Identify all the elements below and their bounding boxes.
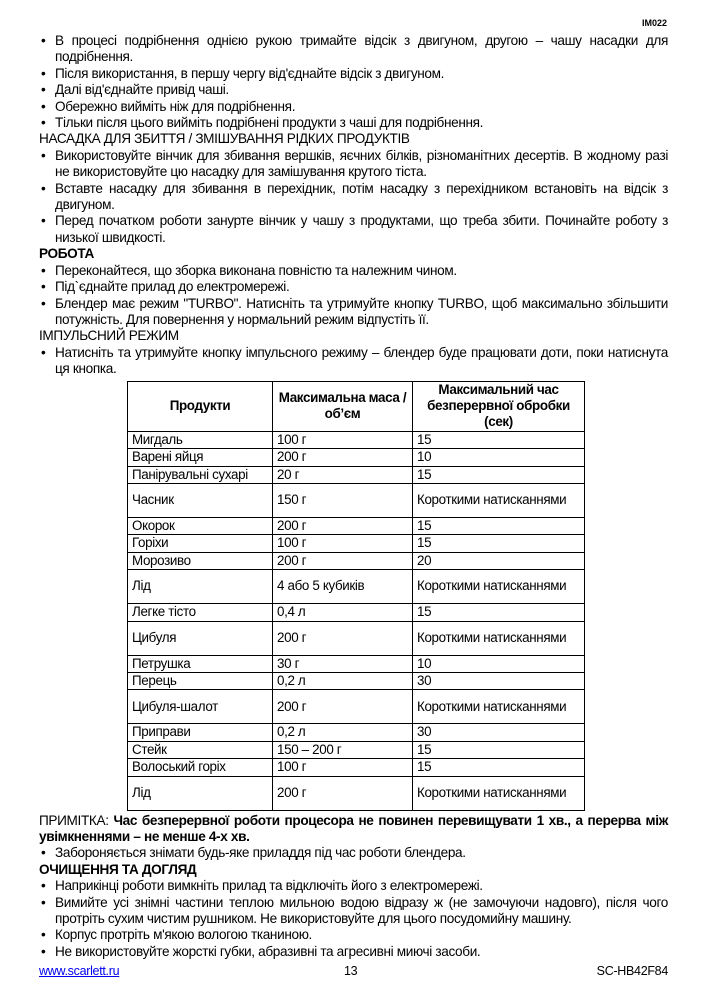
- mass-cell: 0,4 л: [273, 604, 413, 621]
- bullet-list: [39, 148, 668, 246]
- website-link[interactable]: www.scarlett.ru: [39, 964, 120, 978]
- note: [39, 813, 668, 846]
- mass-cell: 100 г: [273, 535, 413, 552]
- time-cell: Короткими натисканнями: [413, 570, 585, 604]
- time-cell: Короткими натисканнями: [413, 776, 585, 810]
- time-cell: 15: [413, 517, 585, 534]
- list-item: • Перед початком роботи занурте вінчик у чашу з продуктами, що треба збити. Починайте роботу з низької швидкості.: [39, 213, 668, 246]
- product-cell: Панірувальні сухарі: [128, 466, 273, 483]
- time-cell: 15: [413, 759, 585, 776]
- time-cell: 20: [413, 552, 585, 569]
- table-row: [128, 517, 585, 534]
- time-cell: Короткими натисканнями: [413, 621, 585, 655]
- list-item: • Після використання, в першу чергу від'єднайте відсік з двигуном.: [39, 66, 668, 82]
- bullet-list: [39, 345, 668, 378]
- product-cell: Петрушка: [128, 655, 273, 672]
- list-item: • Не використовуйте жорсткі губки, абразивні та агресивні миючі засоби.: [39, 944, 668, 960]
- section-heading-whisk: НАСАДКА ДЛЯ ЗБИТТЯ / ЗМІШУВАННЯ РІДКИХ ПРОДУКТІВ: [39, 131, 410, 147]
- mass-cell: 0,2 л: [273, 724, 413, 741]
- header-products: Продукти: [128, 381, 273, 431]
- table-row: [128, 466, 585, 483]
- table-row: [128, 690, 585, 724]
- table-row: [128, 431, 585, 448]
- product-cell: Цибуля-шалот: [128, 690, 273, 724]
- list-item: • Вставте насадку для збивання в перехідник, потім насадку з перехідником встановіть на відсік з двигуном.: [39, 181, 668, 214]
- table-row: [128, 552, 585, 569]
- time-cell: 15: [413, 604, 585, 621]
- document-code: IM022: [641, 18, 667, 28]
- product-cell: Лід: [128, 776, 273, 810]
- mass-cell: 20 г: [273, 466, 413, 483]
- time-cell: 30: [413, 724, 585, 741]
- page-number: 13: [344, 964, 358, 978]
- product-cell: Легке тісто: [128, 604, 273, 621]
- bullet-list: [39, 878, 668, 960]
- table-row: [128, 655, 585, 672]
- list-item: • Вимийте усі знімні частини теплою мильною водою відразу ж (не замочуючи надовго), після чого протріть сухим чистим рушником. Не використовуйте для цього посудомийну машину.: [39, 895, 668, 928]
- product-cell: Окорок: [128, 517, 273, 534]
- mass-cell: 100 г: [273, 431, 413, 448]
- mass-cell: 4 або 5 кубиків: [273, 570, 413, 604]
- section-heading-cleaning: ОЧИЩЕННЯ ТА ДОГЛЯД: [39, 861, 197, 877]
- bullet-list: [39, 845, 668, 861]
- list-item: • Блендер має режим "TURBO". Натисніть та утримуйте кнопку TURBO, щоб максимально збільшити потужність. Для повернення у нормальний режим відпустіть її.: [39, 296, 668, 329]
- list-item: • Забороняється знімати будь-яке приладдя під час роботи блендера.: [39, 845, 668, 861]
- section-heading-operation: РОБОТА: [39, 246, 94, 262]
- time-cell: 15: [413, 535, 585, 552]
- product-cell: Перець: [128, 673, 273, 690]
- mass-cell: 150 г: [273, 483, 413, 517]
- mass-cell: 0,2 л: [273, 673, 413, 690]
- time-cell: 15: [413, 466, 585, 483]
- mass-cell: 200 г: [273, 517, 413, 534]
- list-item: • В процесі подрібнення однією рукою тримайте відсік з двигуном, другою – чашу насадки для подрібнення.: [39, 33, 668, 66]
- time-cell: 30: [413, 673, 585, 690]
- product-cell: Стейк: [128, 741, 273, 758]
- product-cell: Приправи: [128, 724, 273, 741]
- model-number: SC-HB42F84: [596, 964, 668, 978]
- mass-cell: 200 г: [273, 552, 413, 569]
- product-cell: Лід: [128, 570, 273, 604]
- table-row: [128, 621, 585, 655]
- product-cell: Варені яйця: [128, 449, 273, 466]
- list-item: • Натисніть та утримуйте кнопку імпульсного режиму – блендер буде працювати доти, поки натиснута ця кнопка.: [39, 345, 668, 378]
- table-row: [128, 483, 585, 517]
- list-item: • Корпус протріть м'якою вологою тканиною.: [39, 927, 668, 943]
- bullet-list: [39, 33, 668, 131]
- mass-cell: 200 г: [273, 690, 413, 724]
- time-cell: 15: [413, 741, 585, 758]
- mass-cell: 100 г: [273, 759, 413, 776]
- page-content: [39, 33, 668, 960]
- table-header-row: [128, 381, 585, 431]
- time-cell: Короткими натисканнями: [413, 690, 585, 724]
- table-row: [128, 535, 585, 552]
- mass-cell: 30 г: [273, 655, 413, 672]
- product-cell: Мигдаль: [128, 431, 273, 448]
- mass-cell: 200 г: [273, 776, 413, 810]
- product-cell: Волоський горіх: [128, 759, 273, 776]
- mass-cell: 200 г: [273, 621, 413, 655]
- time-cell: 10: [413, 449, 585, 466]
- time-cell: Короткими натисканнями: [413, 483, 585, 517]
- list-item: • Тільки після цього вийміть подрібнені продукти з чаші для подрібнення.: [39, 115, 668, 131]
- product-cell: Горіхи: [128, 535, 273, 552]
- table-row: [128, 759, 585, 776]
- table-row: [128, 724, 585, 741]
- header-max-time: Максимальний час безперервної обробки (сек): [413, 381, 585, 431]
- table-row: [128, 449, 585, 466]
- product-cell: Морозиво: [128, 552, 273, 569]
- header-max-mass: Максимальна маса / об’єм: [273, 381, 413, 431]
- list-item: • Переконайтеся, що зборка виконана повністю та належним чином.: [39, 263, 668, 279]
- list-item: • Далі від'єднайте привід чаші.: [39, 82, 668, 98]
- list-item: • Під`єднайте прилад до електромережі.: [39, 279, 668, 295]
- table-row: [128, 776, 585, 810]
- bullet-list: [39, 263, 668, 329]
- list-item: • Наприкінці роботи вимкніть прилад та відключіть його з електромережі.: [39, 878, 668, 894]
- mass-cell: 150 – 200 г: [273, 741, 413, 758]
- section-heading-pulse: ІМПУЛЬСНИЙ РЕЖИМ: [39, 328, 179, 344]
- time-cell: 10: [413, 655, 585, 672]
- processing-table: [127, 381, 585, 811]
- time-cell: 15: [413, 431, 585, 448]
- table-row: [128, 741, 585, 758]
- table-row: [128, 673, 585, 690]
- list-item: • Використовуйте вінчик для збивання вершків, яєчних білків, різноманітних десертів. В жодному разі не використовуйте цю насадку для замішування крутого тіста.: [39, 148, 668, 181]
- note-text: Час безперервної роботи процесора не повинен перевищувати 1 хв., а перерва між увімкненнями – не менше 4-х хв.: [39, 812, 668, 845]
- mass-cell: 200 г: [273, 449, 413, 466]
- product-cell: Цибуля: [128, 621, 273, 655]
- note-label: ПРИМІТКА:: [39, 812, 109, 828]
- product-cell: Часник: [128, 483, 273, 517]
- table-row: [128, 604, 585, 621]
- list-item: • Обережно вийміть ніж для подрібнення.: [39, 99, 668, 115]
- table-row: [128, 570, 585, 604]
